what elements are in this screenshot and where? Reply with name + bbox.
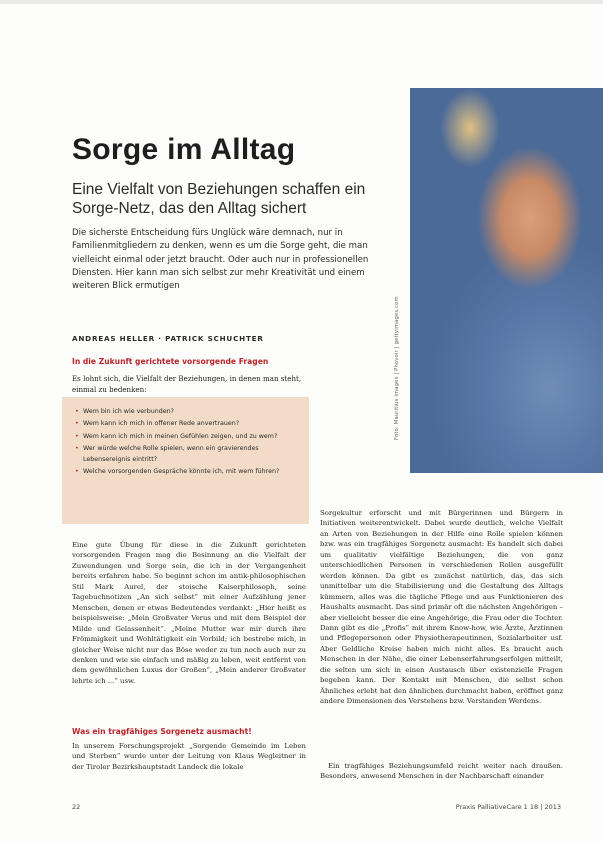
section1-body: Eine gute Übung für diese in die Zukunft gerichteten vorsorgenden Fragen mag die Besinnung an die Vielfalt der Zuwendungen und Sorge sein, die ich in der Vergangenheit bereits erfahren habe. So beginnt schon im antik-philosophischen Stil Mark Aurel, der stoische Kaiserphilosoph, seine Tagebuchnotizen „An sich selbst“ mit einer Aufzählung jener Menschen, denen er etwas Bedeutendes verdankt: „Hier heißt es beispielsweise: „Mein Großvater Verus und mit dem Beispiel der Milde und Gelassenheit“. „Meine Mutter war mir durch ihre Frömmigkeit und Wohltätigkeit ein Vorbild; ich bestrebe mich, in gleicher Weise nicht nur das Böse weder zu tun noch auch nur zu denken und wie sie einfach und mäßig zu leben, weit entfernt von dem gewöhnlichen Luxus der Großen“, „Mein anderer Großvater lehrte ich ...“ usw. [72,541,306,685]
article-lead: Die sicherste Entscheidung fürs Unglück wäre demnach, nur in Familienmitgliedern zu denken, wenn es um die Sorge geht, die man vielleicht einmal oder jetzt braucht. Oder auch nur in professionellen Diensten. Hier kann man sich selbst zur mehr Kreativität und einem weiteren Blick ermutigen [72,228,369,292]
list-item: • Wem kann ich mich in offener Rede anvertrauen? [75,420,240,428]
article-authors: ANDREAS HELLER · PATRICK SCHUCHTER [72,334,264,343]
article-subtitle: Eine Vielfalt von Beziehungen schaffen ein Sorge-Netz, das den Alltag sichert [72,181,366,217]
right-column-paragraph-1: Sorgekultur erforscht und mit Bürgerinnen und Bürgern in Initiativen weiterentwickelt. Dabei wurde deutlich, welche Vielfalt an Arten von Beziehungen in der Hilfe eine Rolle spielen können bzw. was ein tragfähiges Sorgenetz ausmacht: Es handelt sich dabei um qualitativ vielfältige Beziehungen, die von ganz unterschiedlichen Personen in verschiedenen Rollen ausgefüllt werden können. Da gibt es zunächst natürlich, das, das sich unmittelbar um die Stabilisierung und die Gestaltung des Alltags kümmern, alles was die tägliche Pflege und aus Funktionieren des Haushalts ausmacht. Das sind primär oft die nächsten Angehörigen – aber vielleicht besser die eine Angehörige, die Frau oder die Tochter. Dann gibt es die „Profis“ mit ihrem Know-how, wie Ärzte, Ärztinnen und Pflegepersonen oder Physiotherapeutinnen, Sozialarbeiter usf. Aber Geldliche Kreise haben mich nicht alles. Es braucht auch Menschen in der Nähe, die einer Lebenserfahrungserfolgen mitteilt, die selten um sich in einen Austausch über existenzielle Fragen begeben kann. Der Kontakt mit Menschen, die selbst schon Ähnliches erlebt hat den ähnlichen durchmacht haben, eröffnet ganz andere Dimensionen des Verstehens bzw. Verstanden Werdens. [320,509,563,706]
section-intro: Es lohnt sich, die Vielfalt der Beziehungen, in denen man steht, einmal zu bedenken: [72,374,302,394]
photo-credit: Foto: Mauritius images | Phovoir | gettyimages.com [394,296,400,440]
page-number: 22 [72,803,81,811]
section2-body: In unserem Forschungsprojekt „Sorgende Gemeinde im Leben und Sterben“ wurde unter der Leitung von Klaus Wegleitner in der Tiroler Bezirkshauptstadt Landeck die lokale [72,742,306,771]
article-title: Sorge im Alltag [72,133,296,166]
section-heading-sorgenetz: Was ein tragfähiges Sorgenetz ausmacht! [72,727,252,736]
list-item: • Welche vorsorgenden Gespräche könnte ich, mit wem führen? [75,467,280,475]
list-item: • Wem bin ich wie verbunden? [75,408,174,415]
questions-list [62,397,309,478]
header-photo [410,88,603,473]
section-heading-questions: In die Zukunft gerichtete vorsorgende Fragen [72,357,269,366]
right-column-paragraph-2: Ein tragfähiges Beziehungsumfeld reicht weiter nach draußen. Besonders, anwesend Menschen in der Nachbarschaft einander [320,762,563,781]
journal-name: Praxis PalliativeCare 1 18 | 2013 [455,803,561,811]
questions-box [62,397,309,524]
list-item: • Wem kann ich mich in meinen Gefühlen zeigen, und zu wem? [75,432,278,440]
page-edge [0,0,603,4]
list-item: • Wer würde welche Rolle spielen, wenn ein gravierendes Lebensereignis eintritt? [75,444,259,463]
